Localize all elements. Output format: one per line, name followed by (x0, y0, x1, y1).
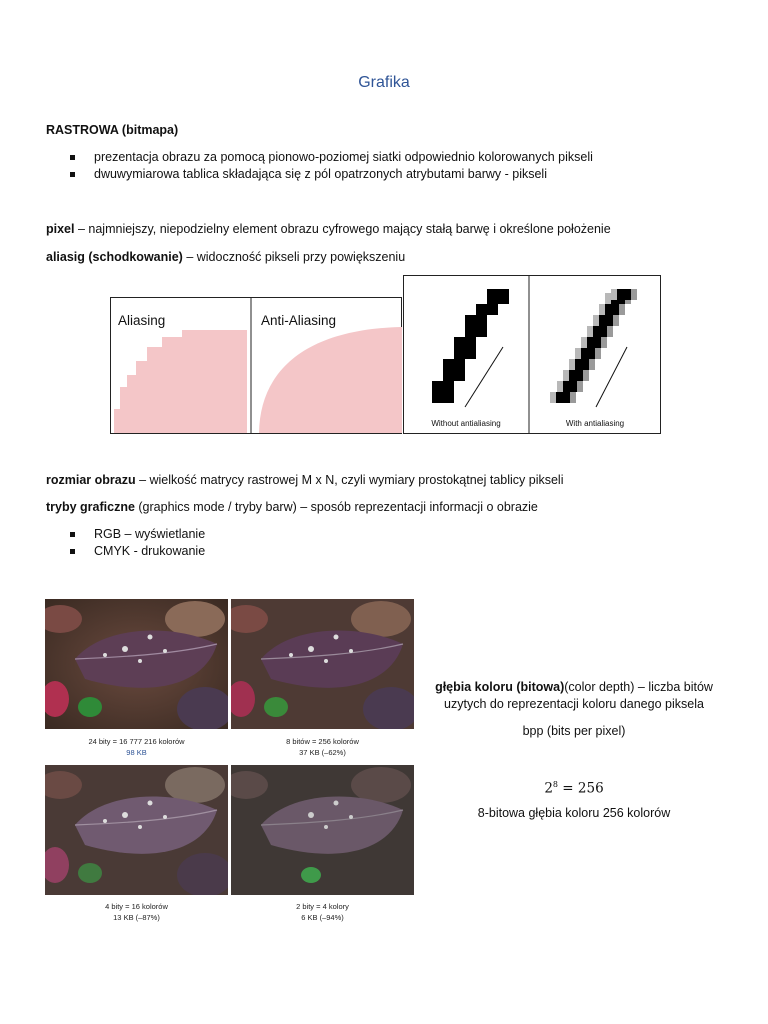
color-depth-term: głębia koloru (bitowa) (435, 680, 565, 694)
aliasing-def: – widoczność pikseli przy powiększeniu (182, 250, 406, 264)
bullet-square-icon (70, 172, 75, 177)
bullet-square-icon (70, 155, 75, 160)
image-size-definition (46, 471, 564, 489)
list-item: dwuwymiarowa tablica składająca się z pól opatrzonych atrybutami barwy - pikseli (70, 166, 593, 183)
leaf-photo-8bit (231, 599, 414, 729)
photo-caption-8bit: 8 bitów = 256 kolorów 37 KB (–62%) (286, 737, 359, 757)
pixel-term: pixel (46, 222, 75, 236)
image-size-term: rozmiar obrazu (46, 473, 136, 487)
line-raster-diagram (403, 275, 661, 434)
with-antialiasing-caption: With antialiasing (565, 419, 625, 428)
page-title: Grafika (358, 74, 410, 91)
list-item: CMYK - drukowanie (70, 543, 205, 560)
aliasing-term: aliasig (schodkowanie) (46, 250, 183, 264)
bullet-square-icon (70, 549, 75, 554)
bpp-label: bpp (bits per pixel) (522, 724, 626, 738)
pixel-definition (46, 220, 611, 238)
raster-bullet-list (70, 149, 593, 183)
leaf-photo-24bit (45, 599, 228, 729)
aliasing-diagram (110, 297, 402, 434)
aliasing-definition (46, 248, 405, 266)
color-depth-definition: głębia koloru (bitowa)(color depth) – liczba bitów uzytych do reprezentacji koloru danego piksela (435, 680, 713, 711)
color-depth-example: 8-bitowa głębia koloru 256 kolorów (477, 806, 671, 820)
color-depth-formula: $2^8 = 256$ (544, 780, 604, 797)
without-antialiasing-caption: Without antialiasing (431, 419, 501, 428)
aliasing-label: Aliasing (118, 313, 166, 328)
pixel-def: – najmniejszy, niepodzielny element obrazu cyfrowego mający stałą barwę i określone położenie (74, 222, 611, 236)
leaf-photo-2bit (231, 765, 414, 895)
graphics-modes-def: (graphics mode / tryby barw) – sposób reprezentacji informacji o obrazie (134, 500, 538, 514)
graphics-modes-term: tryby graficzne (46, 500, 135, 514)
section-heading-raster: RASTROWA (bitmapa) (46, 123, 179, 137)
graphics-modes-definition (46, 498, 538, 516)
aliasing-figure (110, 297, 402, 434)
photo-caption-24bit: 24 bity = 16 777 216 kolorów 98 KB (88, 737, 185, 757)
photo-caption-4bit: 4 bity = 16 kolorów 13 KB (–87%) (105, 902, 168, 922)
photo-caption-2bit: 2 bity = 4 kolory 6 KB (–94%) (296, 902, 349, 922)
bullet-square-icon (70, 532, 75, 537)
leaf-photo-4bit (45, 765, 228, 895)
antialiasing-label: Anti-Aliasing (261, 313, 337, 328)
line-raster-figure (403, 275, 661, 434)
modes-bullet-list (70, 526, 205, 560)
list-item: RGB – wyświetlanie (70, 526, 205, 543)
image-size-def: – wielkość matrycy rastrowej M x N, czyli wymiary prostokątnej tablicy pikseli (135, 473, 564, 487)
list-item: prezentacja obrazu za pomocą pionowo-poziomej siatki odpowiednio kolorowanych pikseli (70, 149, 593, 166)
